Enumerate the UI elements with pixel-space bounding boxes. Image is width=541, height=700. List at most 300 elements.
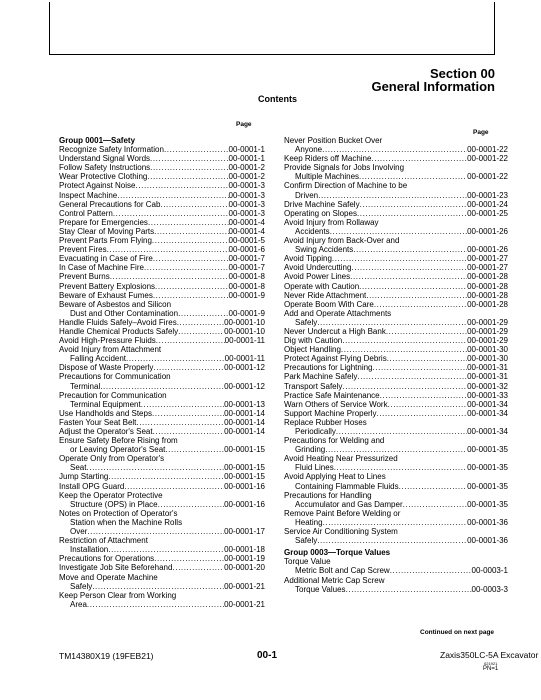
toc-entry[interactable] [59, 263, 265, 272]
dot-leader [177, 318, 224, 327]
toc-entry-text: Additional Metric Cap Screw [284, 575, 385, 585]
dot-leader [388, 400, 467, 409]
dot-leader [374, 300, 467, 309]
toc-entry[interactable] [284, 191, 508, 200]
toc-entry-text: Evacuating in Case of Fire [59, 254, 153, 264]
dot-leader [164, 145, 229, 154]
toc-page-ref: 00-0001-21 [224, 599, 265, 609]
toc-entry-text: Provide Signals for Jobs Involving [284, 163, 405, 173]
toc-entry-text: Confirm Direction of Machine to be [284, 181, 408, 191]
dot-leader [342, 382, 467, 391]
toc-entry-line [284, 436, 508, 445]
toc-page-ref: 00-0001-34 [467, 399, 508, 409]
toc-page-ref: 00-0001-3 [228, 181, 265, 191]
dot-leader [154, 227, 228, 236]
toc-entry[interactable] [59, 336, 265, 345]
toc-page-ref: 00-0001-22 [467, 154, 508, 164]
toc-entry[interactable] [284, 172, 508, 181]
toc-entry-text: Operate Boom With Care [284, 299, 374, 309]
dot-leader [126, 354, 225, 363]
toc-entry-text: Avoid Applying Heat to Lines [284, 472, 386, 482]
toc-entry-text: Restriction of Attachment [59, 536, 148, 546]
toc-entry-text: Understand Signal Words [59, 154, 151, 164]
toc-page-ref: 00-0001-28 [467, 290, 508, 300]
dot-leader [357, 372, 467, 381]
toc-entry-text: Operate with Caution [284, 281, 360, 291]
toc-page-ref: 00-0001-21 [224, 581, 265, 591]
toc-entry-text: Protect Against Noise [59, 181, 136, 191]
dot-leader [113, 209, 229, 218]
continued-note: Continued on next page [420, 629, 495, 636]
toc-entry[interactable] [284, 318, 508, 327]
toc-page-ref: 00-0001-15 [224, 472, 265, 482]
toc-entry-line [284, 527, 508, 536]
toc-entry-text: Control Pattern [59, 208, 113, 218]
dot-leader [350, 272, 467, 281]
toc-entry[interactable] [284, 500, 508, 509]
toc-page-ref: 00-0001-15 [224, 445, 265, 455]
page-column-label-right: Page [473, 129, 489, 136]
toc-entry-text: Avoid Injury from Rollaway [284, 217, 379, 227]
dot-leader [359, 282, 467, 291]
toc-entry[interactable] [59, 472, 265, 481]
toc-entry[interactable] [59, 527, 265, 536]
dot-leader [150, 163, 228, 172]
toc-entry-text: Handle Chemical Products Safely [59, 326, 179, 336]
toc-entry-text: Containing Flammable Fluids [295, 481, 399, 491]
toc-entry[interactable] [284, 427, 508, 436]
dot-leader [336, 427, 467, 436]
toc-left-column [59, 136, 265, 609]
toc-entry-text: Accidents [295, 226, 330, 236]
toc-entry[interactable] [284, 291, 508, 300]
toc-entry-text: Notes on Protection of Operator's [59, 508, 178, 518]
toc-entry-text: Handle Fluids Safely–Avoid Fires [59, 317, 177, 327]
toc-entry-text: Avoid Power Lines [284, 272, 351, 282]
toc-entry-text: Avoid Tipping [284, 254, 332, 264]
dot-leader [334, 463, 467, 472]
dot-leader [152, 236, 229, 245]
dot-leader [135, 181, 228, 190]
toc-entry-text: Beware of Exhaust Fumes [59, 290, 153, 300]
toc-entry-text: Precaution for Communication [59, 390, 167, 400]
toc-entry-text: Accumulator and Gas Damper [295, 499, 403, 509]
toc-page-ref: 00-0001-35 [467, 481, 508, 491]
toc-entry[interactable] [59, 291, 265, 300]
toc-page-ref: 00-0001-9 [228, 290, 265, 300]
toc-page-ref: 00-0001-35 [467, 463, 508, 473]
toc-entry-text: Periodically [295, 427, 336, 436]
toc-entry-text: Install OPG Guard [59, 481, 125, 491]
toc-entry[interactable] [59, 427, 265, 436]
toc-entry-text: Grinding [295, 445, 326, 455]
toc-entry[interactable] [59, 382, 265, 391]
toc-group-heading: Group 0003—Torque Values [284, 548, 391, 558]
toc-page-ref: 00-0001-19 [224, 554, 265, 564]
toc-entry-text: Terminal [70, 381, 101, 391]
dot-leader [136, 418, 224, 427]
toc-page-ref: 00-0001-13 [224, 399, 265, 409]
toc-entry[interactable] [59, 445, 265, 454]
toc-page-ref: 00-0001-20 [224, 563, 265, 573]
toc-page-ref: 00-0001-28 [467, 272, 508, 282]
dot-leader [317, 536, 467, 545]
toc-entry[interactable] [284, 363, 508, 372]
dot-leader [380, 391, 467, 400]
toc-entry[interactable] [59, 272, 265, 281]
toc-entry-text: Move and Operate Machine [59, 572, 158, 582]
toc-entry-line [59, 372, 265, 381]
section-number: Section 00 [429, 66, 495, 81]
toc-entry-text: Falling Accident [70, 354, 127, 364]
toc-entry[interactable] [284, 354, 508, 363]
toc-entry[interactable] [59, 254, 265, 263]
toc-entry[interactable] [284, 463, 508, 472]
dot-leader [153, 427, 225, 436]
toc-entry[interactable] [284, 327, 508, 336]
toc-entry-text: In Case of Machine Fire [59, 263, 144, 273]
toc-page-ref: 00-0001-24 [467, 199, 508, 209]
toc-entry[interactable] [59, 482, 265, 491]
toc-entry[interactable] [284, 300, 508, 309]
toc-entry[interactable] [284, 382, 508, 391]
toc-entry-text: General Precautions for Cab [59, 199, 161, 209]
toc-entry[interactable] [59, 363, 265, 372]
toc-entry[interactable] [59, 600, 265, 609]
toc-page-ref: 00-0001-6 [228, 245, 265, 255]
toc-page-ref: 00-0001-32 [467, 381, 508, 391]
toc-entry-text: Metric Bolt and Cap Screw [295, 566, 390, 576]
toc-page-ref: 00-0001-10 [224, 317, 265, 327]
toc-entry-text: Precautions for Handling [284, 490, 372, 500]
toc-entry-text: Torque Value [284, 557, 331, 567]
toc-page-ref: 00-0001-31 [467, 372, 508, 382]
toc-page-ref: 00-0001-14 [224, 417, 265, 427]
dot-leader [110, 272, 229, 281]
dot-leader [86, 463, 224, 472]
toc-entry[interactable] [284, 345, 508, 354]
toc-entry[interactable] [284, 154, 508, 163]
dot-leader [100, 382, 224, 391]
toc-entry[interactable] [59, 282, 265, 291]
toc-page-ref: 00-0001-14 [224, 427, 265, 436]
toc-entry[interactable] [284, 566, 508, 575]
toc-entry-text: Safely [295, 536, 318, 546]
revision-code: 021921 [484, 661, 498, 666]
toc-entry[interactable] [284, 227, 508, 236]
toc-entry-text: Heating [295, 517, 323, 527]
toc-page-ref: 00-0001-11 [224, 354, 265, 364]
toc-entry[interactable] [59, 245, 265, 254]
toc-entry[interactable] [284, 145, 508, 154]
dot-leader [87, 527, 224, 536]
toc-entry-line [59, 509, 265, 518]
toc-entry-text: Keep the Operator Protective [59, 490, 163, 500]
dot-leader [332, 254, 467, 263]
toc-page-ref: 00-0001-15 [224, 463, 265, 473]
toc-entry-text: Driven [295, 190, 319, 200]
toc-page-ref: 00-0001-23 [467, 190, 508, 200]
toc-entry[interactable] [59, 181, 265, 190]
toc-entry-line [284, 509, 508, 518]
dot-leader [147, 172, 228, 181]
toc-entry-text: Prepare for Emergencies [59, 217, 148, 227]
toc-entry[interactable] [59, 582, 265, 591]
toc-entry-line [284, 557, 508, 566]
toc-entry-line [284, 454, 508, 463]
dot-leader [144, 263, 229, 272]
toc-entry[interactable] [284, 209, 508, 218]
toc-entry[interactable] [284, 482, 508, 491]
toc-entry[interactable] [59, 145, 265, 154]
machine-model: Zaxis350LC-5A Excavator [440, 650, 539, 660]
toc-entry-line [284, 576, 508, 585]
dot-leader [156, 336, 225, 345]
toc-page-ref: 00-0001-3 [228, 190, 265, 200]
dot-leader [318, 191, 467, 200]
toc-entry-text: Terminal Equipment [70, 399, 141, 409]
dot-leader [357, 209, 467, 218]
dot-leader [323, 518, 468, 527]
toc-page-ref: 00-0001-11 [224, 336, 265, 346]
toc-entry[interactable] [59, 409, 265, 418]
toc-entry-line [284, 181, 508, 190]
dot-leader [160, 200, 228, 209]
toc-entry-text: Inspect Machine [59, 190, 118, 200]
toc-page-ref: 00-0001-16 [224, 499, 265, 509]
toc-entry-text: Structure (OPS) in Place [70, 499, 158, 509]
toc-page-ref: 00-0001-29 [467, 336, 508, 346]
toc-entry[interactable] [59, 354, 265, 363]
toc-page-ref: 00-0001-4 [228, 217, 265, 227]
toc-entry-line [59, 536, 265, 545]
dot-leader [387, 354, 467, 363]
toc-entry-text: Never Ride Attachment [284, 290, 367, 300]
dot-leader [373, 363, 468, 372]
toc-entry-text: Torque Values [295, 584, 346, 594]
toc-entry-text: Dust and Other Contamination [70, 308, 179, 318]
dot-leader [153, 254, 229, 263]
toc-entry-text: Swing Accidents [295, 245, 354, 255]
toc-entry[interactable] [59, 318, 265, 327]
toc-page-ref: 00-0001-36 [467, 517, 508, 527]
toc-entry-line [59, 491, 265, 500]
toc-entry-line [284, 236, 508, 245]
toc-page-ref: 00-0003-3 [471, 584, 508, 594]
dot-leader [178, 309, 228, 318]
toc-page-ref: 00-0001-7 [228, 263, 265, 273]
toc-entry[interactable] [284, 200, 508, 209]
dot-leader [153, 291, 229, 300]
toc-right-column [284, 136, 508, 594]
toc-page-ref: 00-0001-28 [467, 299, 508, 309]
toc-entry-text: Avoid Injury from Attachment [59, 345, 162, 355]
toc-page-ref: 00-0001-26 [467, 245, 508, 255]
toc-entry-text: Warn Others of Service Work [284, 399, 388, 409]
dot-leader [386, 327, 467, 336]
toc-entry-text: Replace Rubber Hoses [284, 417, 367, 427]
toc-entry-text: Follow Safety Instructions [59, 163, 151, 173]
toc-page-ref: 00-0001-4 [228, 226, 265, 236]
toc-entry[interactable] [59, 236, 265, 245]
dot-leader [322, 145, 467, 154]
toc-entry[interactable] [284, 282, 508, 291]
toc-entry[interactable] [284, 254, 508, 263]
toc-entry[interactable] [284, 409, 508, 418]
toc-entry[interactable] [284, 518, 508, 527]
toc-entry[interactable] [59, 154, 265, 163]
toc-entry-text: Installation [70, 545, 109, 555]
toc-entry-text: Operating on Slopes [284, 208, 357, 218]
toc-entry[interactable] [59, 209, 265, 218]
toc-entry-text: Practice Safe Maintenance [284, 390, 380, 400]
toc-entry-text: Prevent Parts From Flying [59, 236, 152, 246]
toc-page-ref: 00-0001-35 [467, 499, 508, 509]
toc-entry[interactable] [59, 400, 265, 409]
dot-leader [390, 566, 472, 575]
toc-page-ref: 00-0001-1 [228, 145, 265, 155]
toc-entry[interactable] [59, 554, 265, 563]
toc-page-ref: 00-0001-34 [467, 408, 508, 418]
toc-entry-text: Service Air Conditioning System [284, 527, 398, 537]
toc-entry-text: Prevent Fires [59, 245, 107, 255]
toc-entry[interactable] [59, 200, 265, 209]
toc-entry[interactable] [284, 372, 508, 381]
toc-entry-text: Dig with Caution [284, 336, 343, 346]
dot-leader [341, 345, 467, 354]
toc-entry-text: Protect Against Flying Debris [284, 354, 387, 364]
toc-page-ref: 00-0001-29 [467, 326, 508, 336]
toc-page-ref: 00-0001-22 [467, 145, 508, 155]
dot-leader [359, 172, 467, 181]
toc-entry-line [59, 436, 265, 445]
toc-entry[interactable] [284, 536, 508, 545]
toc-page-ref: 00-0001-34 [467, 427, 508, 436]
dot-leader [152, 409, 224, 418]
toc-entry[interactable] [284, 272, 508, 281]
toc-entry-text: Precautions for Welding and [284, 436, 385, 446]
toc-group-heading: Group 0001—Safety [59, 136, 136, 145]
toc-entry[interactable] [59, 463, 265, 472]
toc-entry-text: Drive Machine Safely [284, 199, 360, 209]
toc-entry[interactable] [284, 585, 508, 594]
toc-entry-line [59, 573, 265, 582]
page-number: 00-1 [257, 650, 278, 661]
toc-page-ref: 00-0001-5 [228, 236, 265, 246]
toc-entry[interactable] [59, 500, 265, 509]
section-title: General Information [371, 79, 495, 94]
toc-entry-text: Ensure Safety Before Rising from [59, 436, 178, 446]
dot-leader [141, 400, 224, 409]
toc-entry-text: Keep Riders off Machine [284, 154, 372, 164]
toc-page-ref: 00-0001-33 [467, 390, 508, 400]
toc-entry-text: Area [70, 599, 87, 609]
toc-entry[interactable] [59, 563, 265, 572]
toc-entry-line [59, 345, 265, 354]
toc-entry-text: Support Machine Properly [284, 408, 377, 418]
dot-leader [117, 191, 228, 200]
toc-entry[interactable] [284, 445, 508, 454]
toc-page-ref: 00-0001-25 [467, 208, 508, 218]
toc-entry-line [59, 518, 265, 527]
toc-entry[interactable] [59, 218, 265, 227]
toc-entry-text: Over [70, 527, 88, 537]
toc-entry-line [59, 391, 265, 400]
toc-page-ref: 00-0001-27 [467, 254, 508, 264]
toc-entry[interactable] [284, 263, 508, 272]
toc-page-ref: 00-0001-12 [224, 381, 265, 391]
toc-entry-text: Investigate Job Site Beforehand [59, 563, 173, 573]
dot-leader [346, 585, 472, 594]
toc-page-ref: 00-0001-17 [224, 527, 265, 537]
toc-entry[interactable] [59, 163, 265, 172]
toc-page-ref: 00-0001-29 [467, 317, 508, 327]
toc-page-ref: 00-0001-31 [467, 363, 508, 373]
toc-entry[interactable] [284, 400, 508, 409]
toc-entry[interactable] [59, 227, 265, 236]
dot-leader [399, 482, 467, 491]
toc-page-ref: 00-0001-3 [228, 199, 265, 209]
toc-page-ref: 00-0001-7 [228, 254, 265, 264]
toc-entry-text: Seat [70, 463, 87, 473]
toc-entry[interactable] [284, 245, 508, 254]
dot-leader [108, 545, 224, 554]
toc-entry-text: Adjust the Operator's Seat [59, 427, 153, 436]
toc-entry[interactable] [59, 545, 265, 554]
toc-entry-line [59, 454, 265, 463]
toc-entry-text: Safely [70, 581, 93, 591]
dot-leader [148, 218, 229, 227]
contents-heading: Contents [258, 94, 297, 104]
toc-entry-line [284, 136, 508, 145]
toc-entry-text: Precautions for Lightning [284, 363, 373, 373]
toc-page-ref: 00-0001-22 [467, 172, 508, 182]
dot-leader [351, 263, 467, 272]
toc-entry-text: Stay Clear of Moving Parts [59, 226, 155, 236]
toc-entry-text: Station when the Machine Rolls [70, 517, 183, 527]
toc-entry-text: Operate Only from Operator's [59, 454, 165, 464]
toc-entry[interactable] [284, 391, 508, 400]
toc-entry-text: Never Position Bucket Over [284, 136, 383, 145]
toc-entry-line [284, 472, 508, 481]
toc-entry[interactable] [59, 191, 265, 200]
toc-entry-text: Jump Starting [59, 472, 109, 482]
toc-entry-line [59, 591, 265, 600]
toc-entry-text: Prevent Battery Explosions [59, 281, 156, 291]
toc-entry-text: Dispose of Waste Properly [59, 363, 154, 373]
toc-entry[interactable] [59, 172, 265, 181]
toc-page-ref: 00-0001-30 [467, 354, 508, 364]
toc-entry[interactable] [59, 327, 265, 336]
toc-page-ref: 00-0001-26 [467, 226, 508, 236]
dot-leader [317, 318, 467, 327]
toc-entry-line [284, 218, 508, 227]
header-frame [49, 2, 495, 55]
dot-leader [325, 445, 467, 454]
dot-leader [124, 482, 224, 491]
document-id: TM14380X19 (19FEB21) [59, 651, 154, 661]
toc-entry-text: Object Handling [284, 345, 341, 355]
toc-entry-text: Anyone [295, 145, 323, 155]
toc-entry[interactable] [59, 309, 265, 318]
toc-entry-text: Wear Protective Clothing [59, 172, 148, 182]
toc-entry[interactable] [59, 418, 265, 427]
toc-entry-text: Never Undercut a High Bank [284, 326, 386, 336]
toc-entry-text: Safely [295, 317, 318, 327]
page-column-label-left: Page [236, 121, 252, 128]
toc-entry[interactable] [284, 336, 508, 345]
toc-entry-text: Precautions for Operations [59, 554, 155, 564]
